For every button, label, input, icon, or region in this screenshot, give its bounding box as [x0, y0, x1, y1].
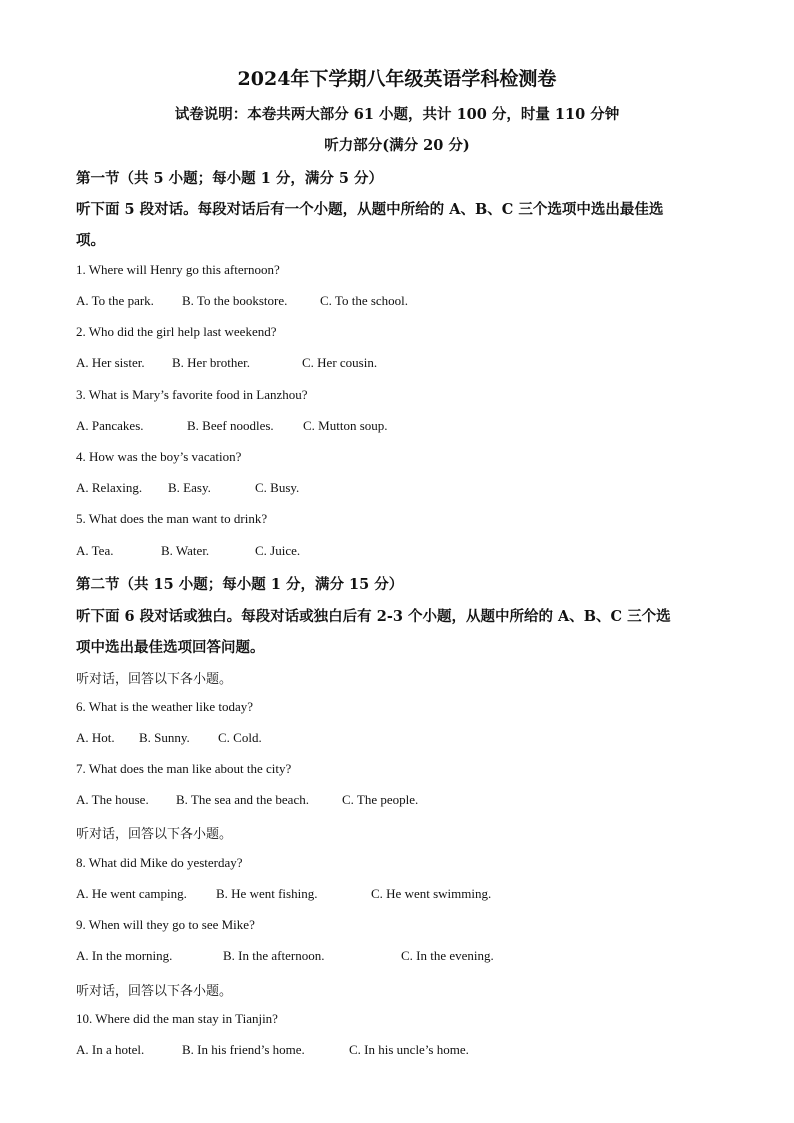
option-a: A. Hot.	[76, 730, 115, 745]
question-9-options	[76, 948, 494, 964]
option-c: C. Cold.	[218, 730, 262, 745]
option-a: A. Relaxing.	[76, 480, 143, 495]
question-5: 5. What does the man want to drink?	[76, 511, 268, 526]
question-1: 1. Where will Henry go this afternoon?	[76, 262, 280, 277]
question-3-options	[76, 418, 388, 434]
option-a: A. To the park.	[76, 293, 154, 308]
question-9: 9. When will they go to see Mike?	[76, 917, 255, 932]
listening-part-heading: 听力部分(满分 20 分)	[324, 137, 470, 154]
section1-instruction-line1: 听下面 5 段对话。每段对话后有一个小题，从题中所给的 A、B、C 三个选项中选出最佳选	[76, 201, 664, 218]
option-b: B. The sea and the beach.	[176, 792, 309, 807]
question-7: 7. What does the man like about the city?	[76, 761, 292, 776]
option-b: B. Beef noodles.	[187, 418, 274, 433]
option-a: A. In a hotel.	[76, 1042, 145, 1057]
option-a: A. Pancakes.	[76, 418, 144, 433]
option-b: B. He went fishing.	[216, 886, 318, 901]
question-6: 6. What is the weather like today?	[76, 699, 254, 714]
listen-prompt-3: 听对话，回答以下各小题。	[76, 984, 233, 999]
option-b: B. Sunny.	[139, 730, 190, 745]
option-a: A. Tea.	[76, 543, 114, 558]
question-4-options	[76, 480, 299, 496]
option-b: B. Her brother.	[172, 355, 250, 370]
exam-instructions: 试卷说明：本卷共两大部分 61 小题，共计 100 分，时量 110 分钟	[174, 106, 620, 123]
option-c: C. In the evening.	[401, 948, 494, 963]
exam-title: 2024年下学期八年级英语学科检测卷	[237, 68, 557, 90]
question-7-options	[76, 792, 418, 808]
question-8: 8. What did Mike do yesterday?	[76, 855, 243, 870]
option-a: A. In the morning.	[76, 948, 173, 963]
option-c: C. Juice.	[255, 543, 301, 558]
option-b: B. Water.	[161, 543, 210, 558]
question-8-options	[76, 886, 491, 902]
question-2: 2. Who did the girl help last weekend?	[76, 324, 277, 339]
question-4: 4. How was the boy’s vacation?	[76, 449, 242, 464]
section2-instruction-line2: 项中选出最佳选项回答问题。	[76, 639, 265, 656]
section2-heading: 第二节（共 15 小题；每小题 1 分，满分 15 分）	[76, 576, 404, 593]
section1-heading: 第一节（共 5 小题；每小题 1 分，满分 5 分）	[76, 170, 384, 187]
section1-instruction-line2: 项。	[76, 232, 105, 249]
question-2-options	[76, 355, 377, 371]
question-10-options	[76, 1042, 469, 1058]
option-b: B. Easy.	[168, 480, 211, 495]
option-c: C. Mutton soup.	[303, 418, 388, 433]
option-b: B. In the afternoon.	[223, 948, 325, 963]
option-a: A. He went camping.	[76, 886, 187, 901]
option-a: A. Her sister.	[76, 355, 145, 370]
option-c: C. To the school.	[320, 293, 409, 308]
listen-prompt-1: 听对话，回答以下各小题。	[76, 672, 233, 687]
question-6-options	[76, 730, 262, 746]
question-5-options	[76, 543, 300, 559]
option-c: C. In his uncle’s home.	[349, 1042, 469, 1057]
question-1-options	[76, 293, 408, 309]
question-3: 3. What is Mary’s favorite food in Lanzhou?	[76, 387, 308, 402]
option-b: B. To the bookstore.	[182, 293, 288, 308]
option-c: C. He went swimming.	[371, 886, 492, 901]
section2-instruction-line1: 听下面 6 段对话或独白。每段对话或独白后有 2-3 个小题，从题中所给的 A、B、C 三个选	[76, 608, 671, 625]
listen-prompt-2: 听对话，回答以下各小题。	[76, 827, 233, 842]
option-c: C. Busy.	[255, 480, 300, 495]
question-10: 10. Where did the man stay in Tianjin?	[76, 1011, 278, 1026]
option-c: C. The people.	[342, 792, 419, 807]
option-a: A. The house.	[76, 792, 149, 807]
option-b: B. In his friend’s home.	[182, 1042, 305, 1057]
option-c: C. Her cousin.	[302, 355, 378, 370]
